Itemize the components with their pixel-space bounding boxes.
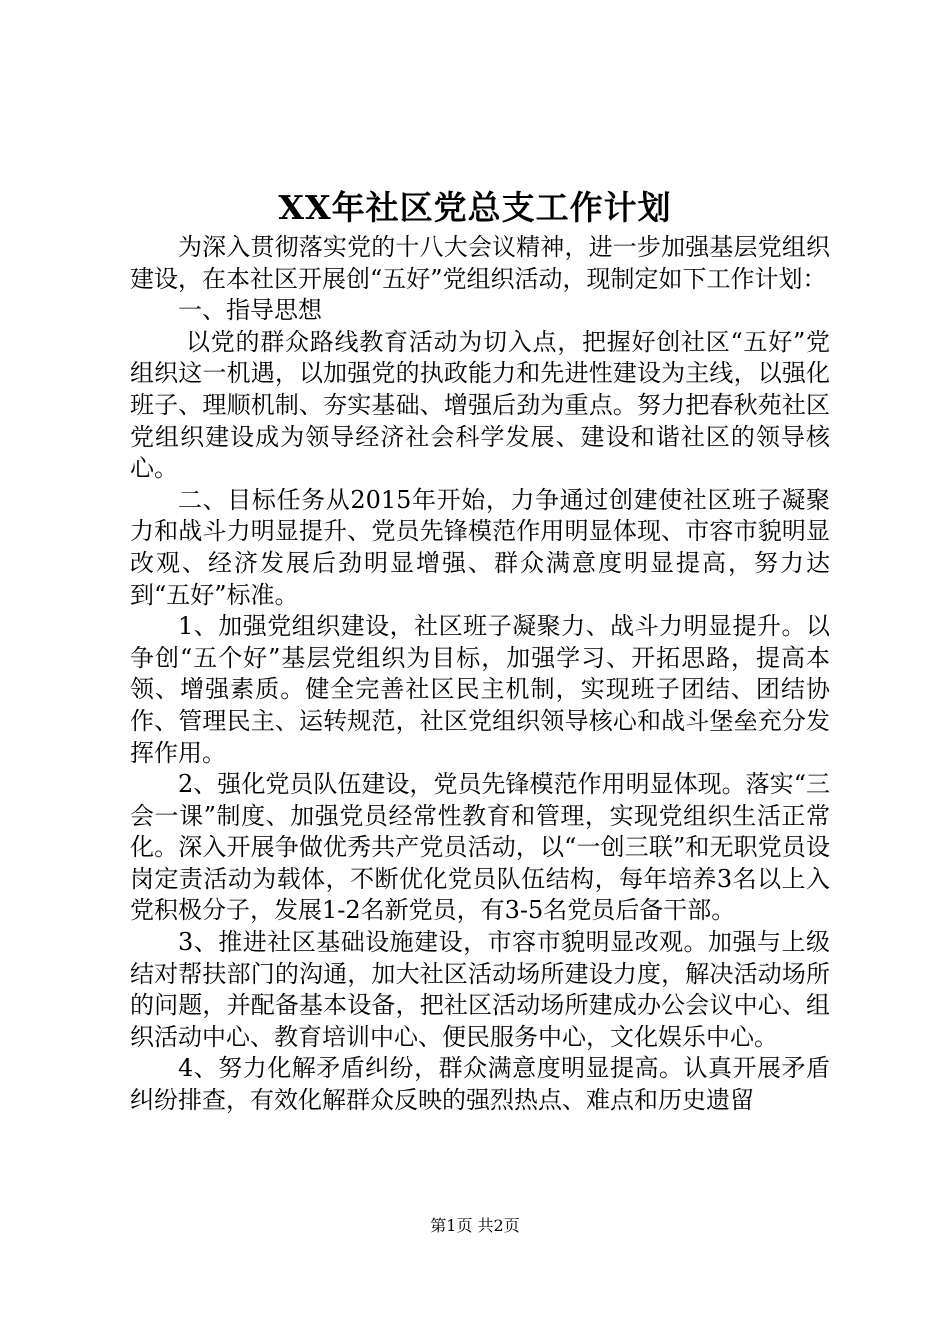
objectives-paragraph: 二、目标任务从2015年开始，力争通过创建使社区班子凝聚力和战斗力明显提升、党员先锋模范作用明显体现、市容市貌明显改观、经济发展后劲明显增强、群众满意度明显提高，努力达到“五好”标准。 — [130, 485, 830, 609]
intro-paragraph: 为深入贯彻落实党的十八大会议精神，进一步加强基层党组织建设，在本社区开展创“五好”党组织活动，现制定如下工作计划： — [130, 233, 830, 293]
item-4-paragraph: 4、努力化解矛盾纠纷，群众满意度明显提高。认真开展矛盾纠纷排查，有效化解群众反映的强烈热点、难点和历史遗留 — [130, 1054, 830, 1115]
guiding-thought-paragraph: 以党的群众路线教育活动为切入点，把握好创社区“五好”党组织这一机遇，以加强党的执政能力和先进性建设为主线，以强化班子、理顺机制、夯实基础、增强后劲为重点。努力把春秋苑社区党组织建设成为领导经济社会科学发展、建设和谐社区的领导核心。 — [130, 327, 830, 483]
document-title: XX年社区党总支工作计划 — [278, 188, 672, 227]
item-3-paragraph: 3、推进社区基础设施建设，市容市貌明显改观。加强与上级结对帮扶部门的沟通，加大社区活动场所建设力度，解决活动场所的问题，并配备基本设备，把社区活动场所建成办公会议中心、组织活动中心、教育培训中心、便民服务中心，文化娱乐中心。 — [130, 928, 830, 1051]
item-1-paragraph: 1、加强党组织建设，社区班子凝聚力、战斗力明显提升。以争创“五个好”基层党组织为目标，加强学习、开拓思路，提高本领、增强素质。健全完善社区民主机制，实现班子团结、团结协作、管理民主、运转规范，社区党组织领导核心和战斗堡垒充分发挥作用。 — [130, 612, 830, 767]
document-body — [130, 232, 830, 1117]
item-2-paragraph: 2、强化党员队伍建设，党员先锋模范作用明显体现。落实“三会一课”制度、加强党员经常性教育和管理，实现党组织生活正常化。深入开展争做优秀共产党员活动，以“一创三联”和无职党员设岗定责活动为载体，不断优化党员队伍结构，每年培养3名以上入党积极分子，发展1-2名新党员，有3-5名党员后备干部。 — [130, 770, 830, 925]
section-heading-guiding-thought: 一、指导思想 — [178, 296, 322, 325]
page-number-footer: 第1页 共2页 — [430, 1216, 520, 1235]
